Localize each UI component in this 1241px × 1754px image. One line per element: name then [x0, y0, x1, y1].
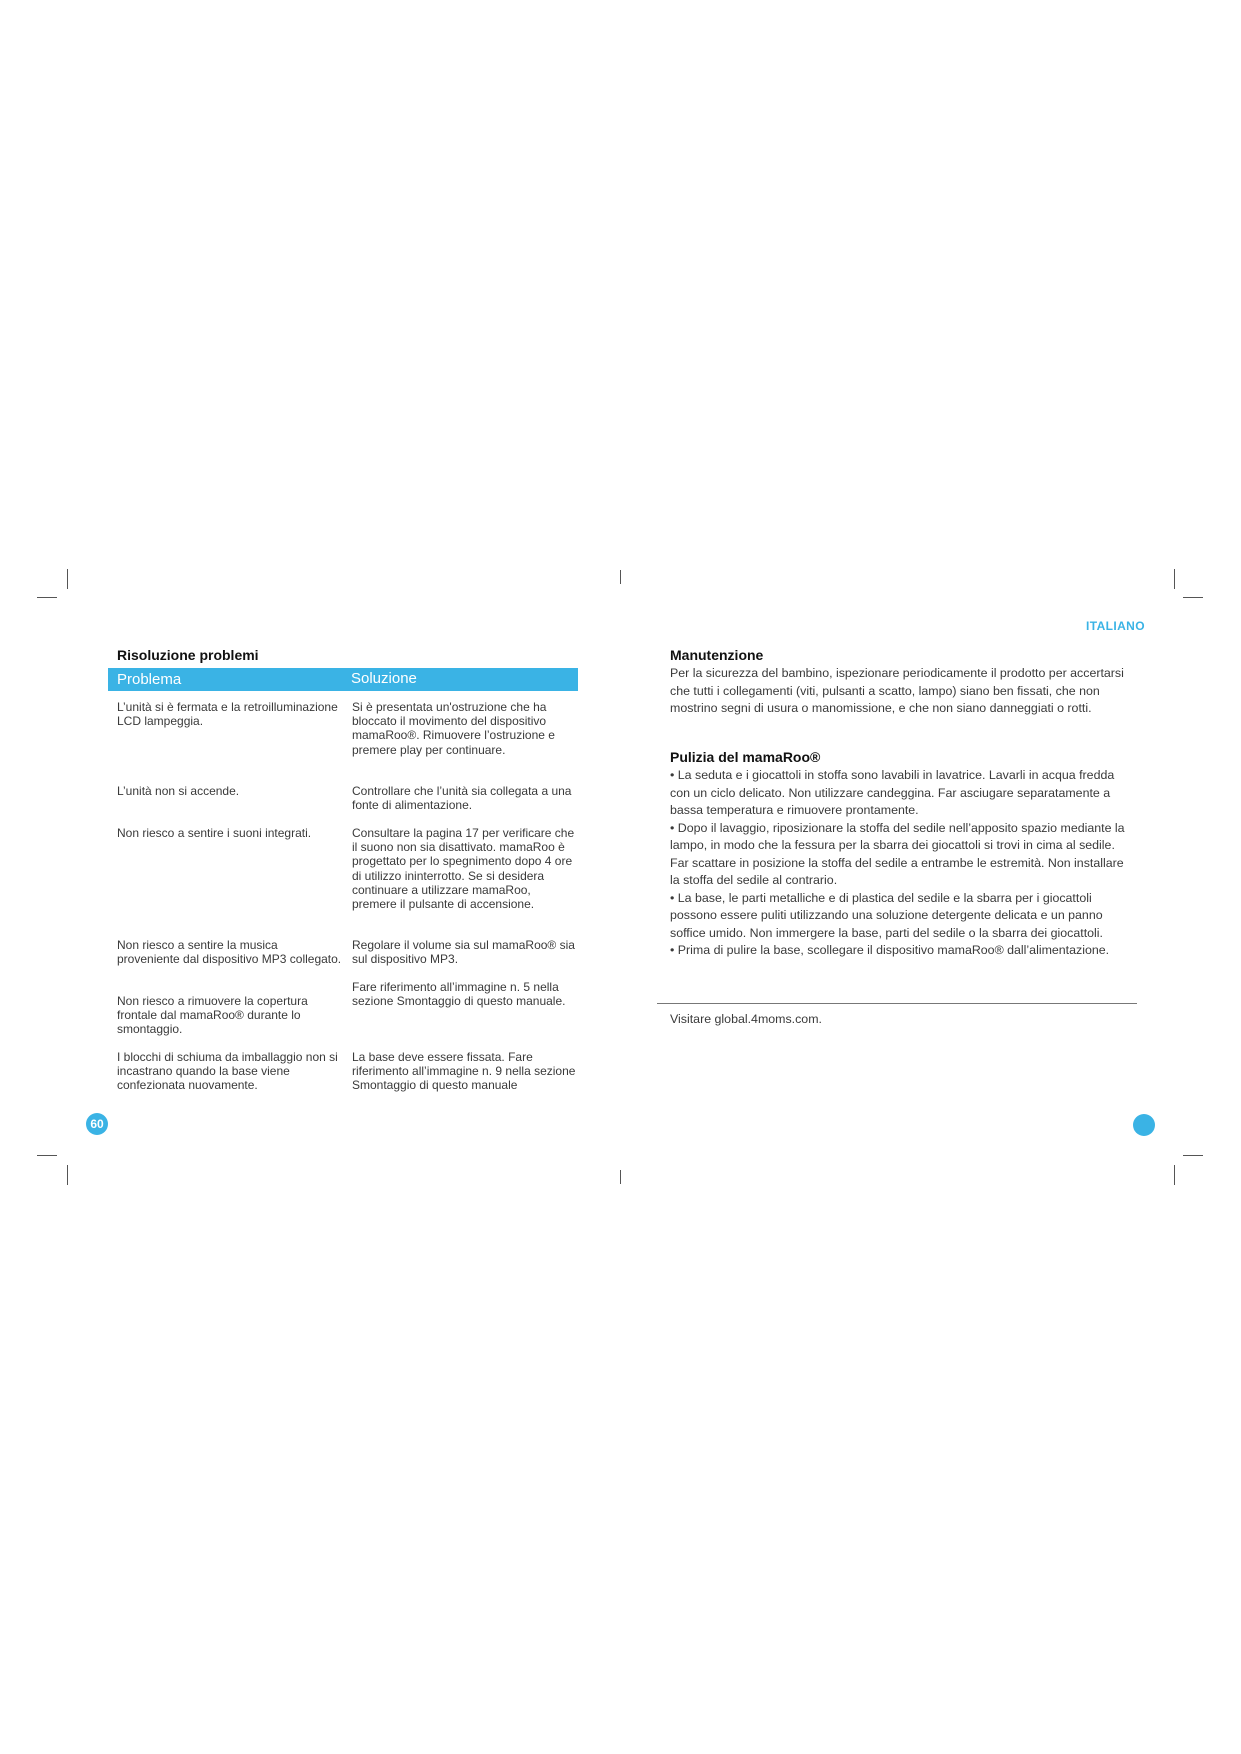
cleaning-bullet: • La base, le parti metalliche e di plastica del sedile e la sbarra per i giocattoli possono essere puliti utilizzando una soluzione detergente delicata e un panno soffice umido. Non immergere la base, parti del sedile o la sbarra dei giocattoli.	[670, 890, 1103, 940]
problem-cell: I blocchi di schiuma da imballaggio non si incastrano quando la base viene confezionata nuovamente.	[117, 1050, 338, 1093]
solution-cell: La base deve essere fissata. Fare riferimento all’immagine n. 9 nella sezione Smontaggio di questo manuale	[352, 1050, 576, 1093]
solution-column-header: Soluzione	[351, 670, 417, 687]
problem-cell: Non riesco a rimuovere la copertura frontale dal mamaRoo® durante lo smontaggio.	[117, 994, 308, 1037]
page-number-badge-empty	[1133, 1114, 1155, 1136]
maintenance-text: Per la sicurezza del bambino, ispezionare periodicamente il prodotto per accertarsi che tutti i collegamenti (viti, pulsanti a scatto, lampo) siano ben fissati, che non mostrino segni di usura o manomissione, e che non siano danneggiati o rotti.	[670, 666, 1124, 715]
crop-mark	[37, 597, 57, 598]
problem-cell: L’unità non si accende.	[117, 784, 240, 798]
crop-mark	[67, 1165, 68, 1185]
solution-cell: Consultare la pagina 17 per verificare che il suono non sia disattivato. mamaRoo è progettato per lo spegnimento dopo 4 ore di utilizzo ininterrotto. Se si desidera continuare a utilizzare mamaRoo, premere il pulsante di accensione.	[352, 826, 575, 912]
crop-mark	[1174, 1165, 1175, 1185]
crop-mark	[1174, 569, 1175, 589]
cleaning-title: Pulizia del mamaRoo®	[670, 749, 821, 765]
crop-mark	[620, 1170, 621, 1184]
maintenance-title: Manutenzione	[670, 647, 764, 663]
cleaning-list	[670, 767, 1130, 960]
page-number-badge: 60	[86, 1113, 108, 1135]
problem-column-header: Problema	[117, 671, 182, 688]
solution-cell: Controllare che l’unità sia collegata a una fonte di alimentazione.	[352, 784, 572, 813]
problem-cell: Non riesco a sentire la musica proveniente dal dispositivo MP3 collegato.	[117, 938, 342, 967]
solution-cell: Regolare il volume sia sul mamaRoo® sia sul dispositivo MP3.	[352, 938, 575, 967]
cleaning-bullet: • La seduta e i giocattoli in stoffa sono lavabili in lavatrice. Lavarli in acqua fredda con un ciclo delicato. Non utilizzare candeggina. Far asciugare separatamente a bassa temperatura e rimuovere prontamente.	[670, 768, 1115, 817]
troubleshooting-title: Risoluzione problemi	[117, 647, 259, 663]
language-label: ITALIANO	[1086, 619, 1145, 633]
visit-website-text: Visitare global.4moms.com.	[670, 1012, 822, 1026]
crop-mark	[1183, 597, 1203, 598]
cleaning-bullet: • Dopo il lavaggio, riposizionare la stoffa del sedile nell’apposito spazio mediante la lampo, in modo che la fessura per la sbarra dei giocattoli si trovi in cima al sedile. Far scattare in posizione la stoffa del sedile a entrambe le estremità. Non installare la stoffa del sedile al contrario.	[670, 820, 1125, 887]
problem-cell: L’unità si è fermata e la retroilluminazione LCD lampeggia.	[117, 700, 338, 729]
solution-cell: Fare riferimento all’immagine n. 5 nella sezione Smontaggio di questo manuale.	[352, 980, 566, 1009]
problem-cell: Non riesco a sentire i suoni integrati.	[117, 826, 312, 840]
divider	[657, 1003, 1137, 1004]
crop-mark	[37, 1155, 57, 1156]
troubleshooting-table-header	[108, 668, 578, 691]
cleaning-bullet: • Prima di pulire la base, scollegare il dispositivo mamaRoo® dall’alimentazione.	[670, 943, 1110, 957]
solution-cell: Si è presentata un'ostruzione che ha bloccato il movimento del dispositivo mamaRoo®. Rimuovere l’ostruzione e premere play per continuare.	[352, 700, 555, 757]
crop-mark	[620, 570, 621, 584]
crop-mark	[1183, 1155, 1203, 1156]
crop-mark	[67, 569, 68, 589]
